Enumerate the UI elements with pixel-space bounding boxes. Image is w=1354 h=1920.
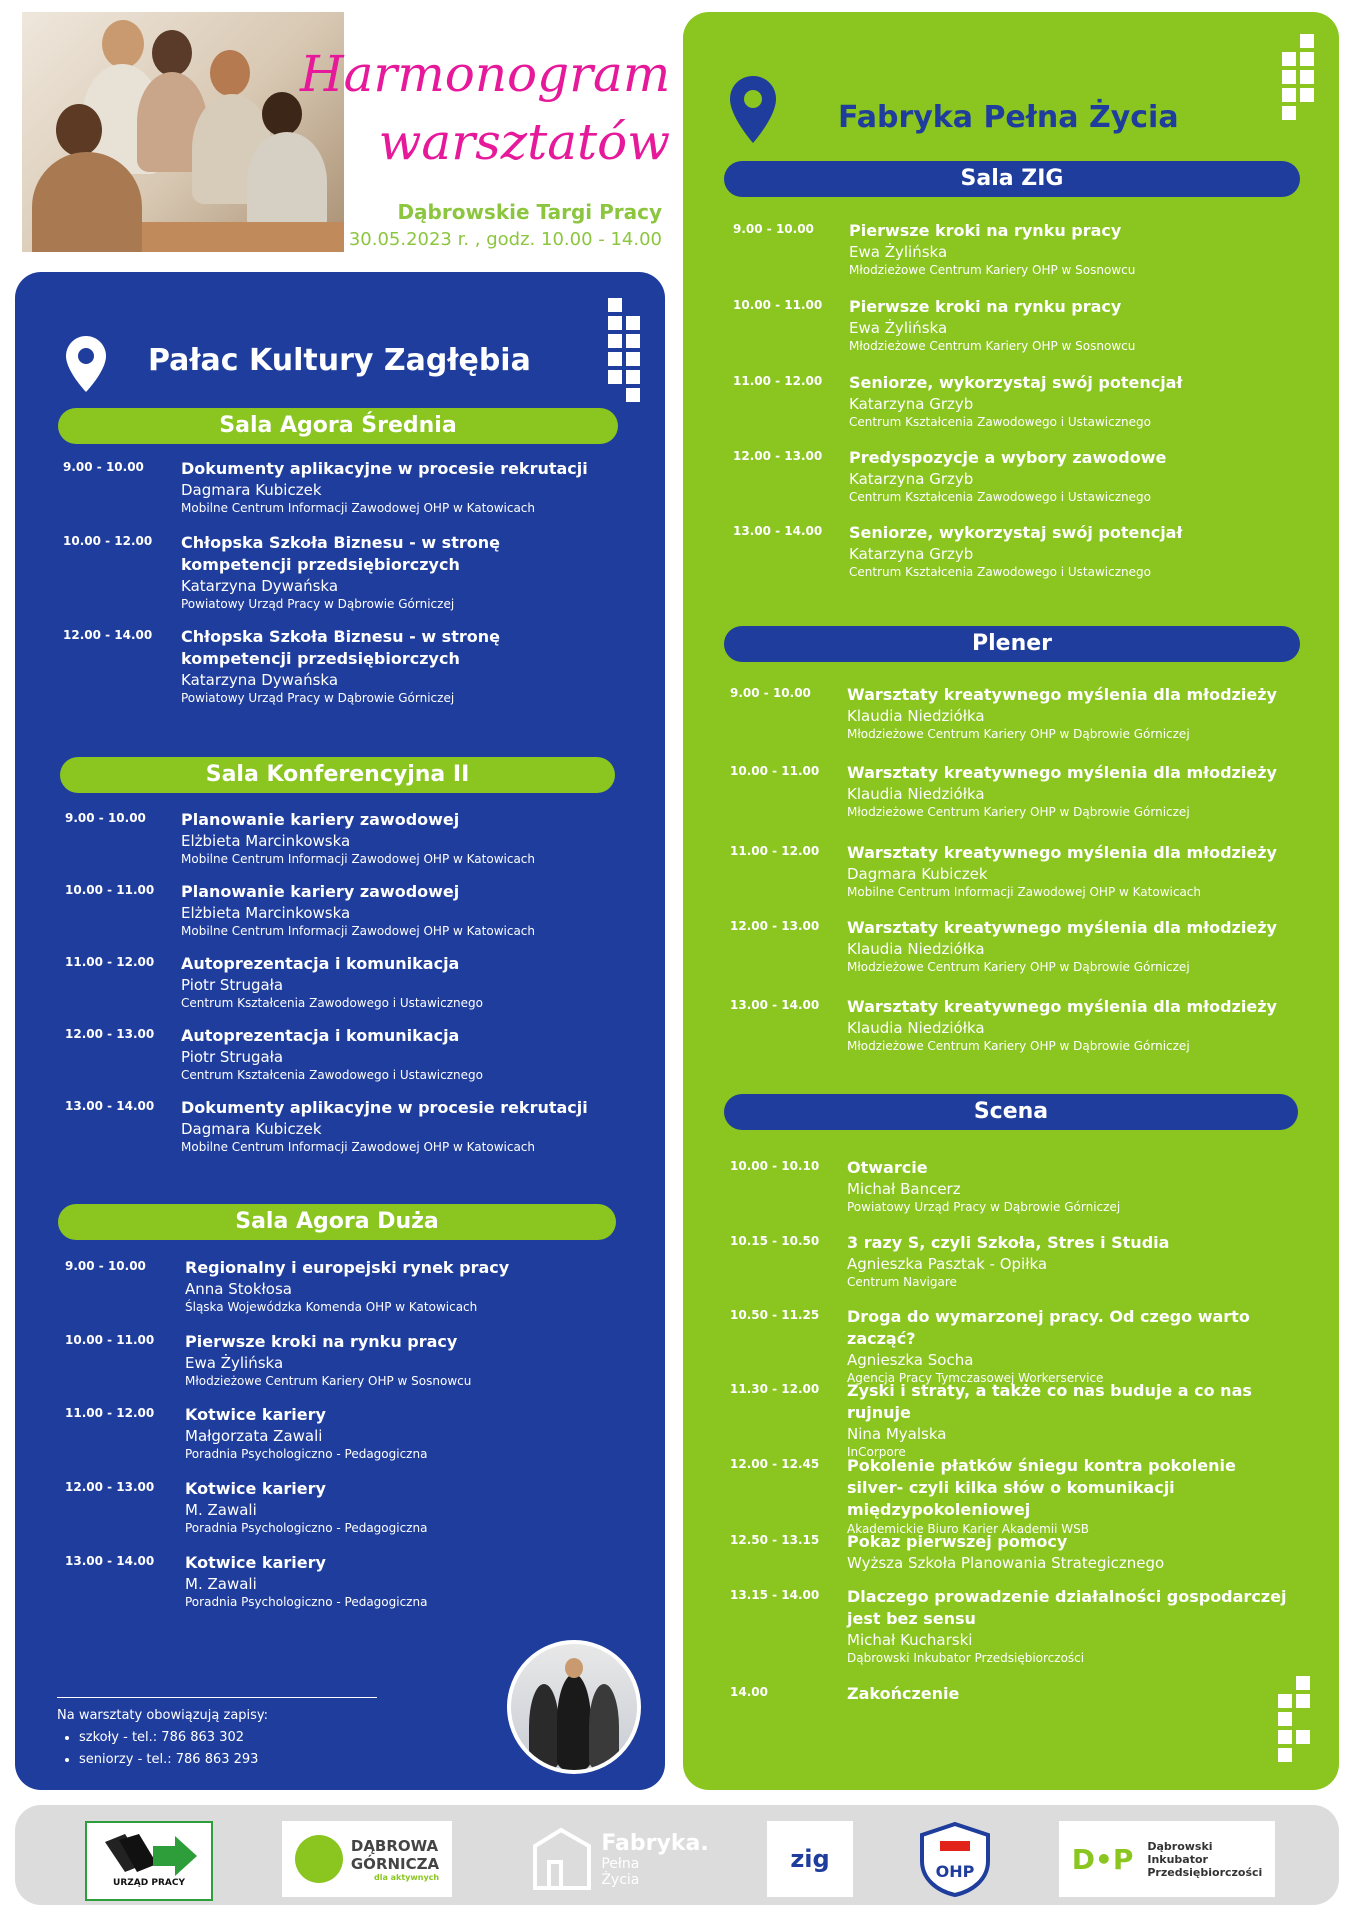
session-title: Pierwsze kroki na rynku pracy <box>849 221 1122 240</box>
event-name: Dąbrowskie Targi Pracy <box>397 200 662 224</box>
venue-title-right: Fabryka Pełna Życia <box>838 100 1179 135</box>
session-row <box>65 1552 595 1612</box>
session-organization: Młodzieżowe Centrum Kariery OHP w Sosnowcu <box>849 339 1136 353</box>
session-organization: Centrum Kształcenia Zawodowego i Ustawicznego <box>849 415 1151 429</box>
session-title: Chłopska Szkoła Biznesu - w stronę kompetencji przedsiębiorczych <box>181 627 500 668</box>
session-time: 9.00 - 10.00 <box>63 460 144 474</box>
session-time: 10.00 - 11.00 <box>65 883 155 897</box>
registration-note: Na warsztaty obowiązują zapisy: • szkoły - tel.: 786 863 302 • seniorzy - tel.: 786 863 293 <box>57 1705 268 1771</box>
team-photo <box>507 1640 641 1774</box>
page-title: Harmonogram warsztatów <box>300 45 671 171</box>
session-speaker: Elżbieta Marcinkowska <box>181 904 351 922</box>
session-title: Warsztaty kreatywnego myślenia dla młodzieży <box>847 997 1277 1016</box>
session-time: 9.00 - 10.00 <box>730 686 811 700</box>
session-organization: Mobilne Centrum Informacji Zawodowej OHP w Katowicach <box>181 852 535 866</box>
session-time: 12.00 - 13.00 <box>65 1480 155 1494</box>
arrow-icon <box>99 1834 199 1878</box>
session-organization: Mobilne Centrum Informacji Zawodowej OHP w Katowicach <box>181 501 535 515</box>
session-row <box>730 1683 1297 1743</box>
session-time: 12.00 - 14.00 <box>63 628 153 642</box>
session-speaker: Piotr Strugała <box>181 976 284 994</box>
session-organization: Akademickie Biuro Karier Akademii WSB <box>847 1522 1089 1536</box>
session-row <box>730 1306 1297 1385</box>
session-row <box>65 1331 595 1391</box>
session-row <box>730 762 1297 822</box>
session-organization: Młodzieżowe Centrum Kariery OHP w Dąbrowie Górniczej <box>847 960 1190 974</box>
session-time: 10.00 - 12.00 <box>63 534 153 548</box>
session-time: 10.00 - 11.00 <box>65 1333 155 1347</box>
phone-seniors: • seniorzy - tel.: 786 863 293 <box>79 1749 268 1771</box>
session-time: 10.50 - 11.25 <box>730 1308 820 1322</box>
session-row <box>65 1257 595 1317</box>
room-header-agora-srednia: Sala Agora Średnia <box>58 408 618 444</box>
session-time: 13.00 - 14.00 <box>65 1554 155 1568</box>
session-title: Seniorze, wykorzystaj swój potencjał <box>849 373 1183 392</box>
note-divider <box>57 1697 377 1698</box>
session-organization: Agencja Pracy Tymczasowej Workerservice <box>847 1371 1104 1385</box>
session-speaker: Piotr Strugała <box>181 1048 284 1066</box>
session-row <box>730 1586 1297 1665</box>
session-speaker: Michał Kucharski <box>847 1631 973 1649</box>
session-row <box>730 1380 1297 1459</box>
session-speaker: Klaudia Niedziółka <box>847 940 985 958</box>
session-title: Warsztaty kreatywnego myślenia dla młodzieży <box>847 843 1277 862</box>
phone-schools: • szkoły - tel.: 786 863 302 <box>79 1727 268 1749</box>
session-speaker: Agnieszka Socha <box>847 1351 974 1369</box>
session-time: 12.00 - 13.00 <box>730 919 820 933</box>
session-title: Droga do wymarzonej pracy. Od czego warto zacząć? <box>847 1307 1250 1348</box>
session-title: Autoprezentacja i komunikacja <box>181 954 460 973</box>
room-header-scena: Scena <box>724 1094 1298 1130</box>
session-row <box>730 1531 1297 1591</box>
session-organization: Centrum Kształcenia Zawodowego i Ustawicznego <box>181 996 483 1010</box>
session-time: 10.00 - 10.10 <box>730 1159 820 1173</box>
session-speaker: Nina Myalska <box>847 1425 947 1443</box>
session-speaker: Ewa Żylińska <box>849 319 948 337</box>
session-speaker: Michał Bancerz <box>847 1180 961 1198</box>
session-title: Warsztaty kreatywnego myślenia dla młodzieży <box>847 918 1277 937</box>
dabrowa-gornicza-logo: DĄBROWA GÓRNICZA dla aktywnych <box>282 1821 452 1897</box>
session-title: Dlaczego prowadzenie działalności gospodarczej jest bez sensu <box>847 1587 1287 1628</box>
zig-logo: zig <box>767 1821 853 1897</box>
session-title: Dokumenty aplikacyjne w procesie rekrutacji <box>181 1098 588 1117</box>
session-row <box>730 1232 1297 1292</box>
session-row <box>730 1455 1297 1536</box>
session-title: Seniorze, wykorzystaj swój potencjał <box>849 523 1183 542</box>
fabryka-logo: Fabryka. Pełna Życia <box>520 1821 720 1897</box>
event-date: 30.05.2023 r. , godz. 10.00 - 14.00 <box>348 229 662 250</box>
session-time: 10.15 - 10.50 <box>730 1234 820 1248</box>
session-row <box>65 1025 591 1085</box>
location-pin-icon <box>728 74 778 146</box>
session-row <box>63 626 591 705</box>
ohp-logo <box>915 1821 995 1897</box>
session-speaker: Katarzyna Grzyb <box>849 545 974 563</box>
session-organization: Mobilne Centrum Informacji Zawodowej OHP w Katowicach <box>181 924 535 938</box>
session-title: Predyspozycje a wybory zawodowe <box>849 448 1167 467</box>
session-organization: Powiatowy Urząd Pracy w Dąbrowie Górniczej <box>181 691 455 705</box>
session-organization: Powiatowy Urząd Pracy w Dąbrowie Górniczej <box>181 597 455 611</box>
session-time: 9.00 - 10.00 <box>65 1259 146 1273</box>
session-speaker: M. Zawali <box>185 1575 257 1593</box>
session-speaker: Agnieszka Pasztak - Opiłka <box>847 1255 1048 1273</box>
session-row <box>65 809 591 869</box>
session-row <box>730 1157 1297 1217</box>
session-speaker: Klaudia Niedziółka <box>847 707 985 725</box>
location-pin-icon <box>64 334 108 394</box>
room-header-plener: Plener <box>724 626 1300 662</box>
session-organization: Młodzieżowe Centrum Kariery OHP w Dąbrowie Górniczej <box>847 1039 1190 1053</box>
session-speaker: Dagmara Kubiczek <box>847 865 988 883</box>
session-row <box>733 296 1299 356</box>
session-row <box>730 842 1297 902</box>
session-speaker: Dagmara Kubiczek <box>181 1120 322 1138</box>
session-organization: Młodzieżowe Centrum Kariery OHP w Dąbrowie Górniczej <box>847 805 1190 819</box>
session-time: 12.50 - 13.15 <box>730 1533 820 1547</box>
header-photo <box>22 12 344 252</box>
session-title: Pokolenie płatków śniegu kontra pokolenie silver- czyli kilka słów o komunikacji międzypokoleniowej <box>847 1456 1236 1519</box>
session-organization: Centrum Kształcenia Zawodowego i Ustawicznego <box>849 565 1151 579</box>
session-speaker: Katarzyna Dywańska <box>181 671 339 689</box>
session-time: 9.00 - 10.00 <box>733 222 814 236</box>
session-row <box>730 917 1297 977</box>
session-speaker: M. Zawali <box>185 1501 257 1519</box>
session-time: 14.00 <box>730 1685 768 1699</box>
session-title: Autoprezentacja i komunikacja <box>181 1026 460 1045</box>
session-time: 11.00 - 12.00 <box>730 844 820 858</box>
session-speaker: Ewa Żylińska <box>849 243 948 261</box>
session-time: 13.00 - 14.00 <box>733 524 823 538</box>
session-row <box>65 953 591 1013</box>
session-title: Zakończenie <box>847 1684 960 1703</box>
session-title: Kotwice kariery <box>185 1479 326 1498</box>
session-row <box>733 220 1299 280</box>
session-organization: Poradnia Psychologiczno - Pedagogiczna <box>185 1521 428 1535</box>
session-title: Planowanie kariery zawodowej <box>181 810 460 829</box>
session-organization: Poradnia Psychologiczno - Pedagogiczna <box>185 1447 428 1461</box>
room-header-sala-zig: Sala ZIG <box>724 161 1300 197</box>
session-title: Warsztaty kreatywnego myślenia dla młodzieży <box>847 685 1277 704</box>
session-organization: Centrum Kształcenia Zawodowego i Ustawicznego <box>181 1068 483 1082</box>
session-time: 13.00 - 14.00 <box>65 1099 155 1113</box>
session-organization: Dąbrowski Inkubator Przedsiębiorczości <box>847 1651 1085 1665</box>
session-organization: InCorpore <box>847 1445 906 1459</box>
session-title: Kotwice kariery <box>185 1405 326 1424</box>
session-row <box>733 522 1299 582</box>
session-speaker: Katarzyna Dywańska <box>181 577 339 595</box>
session-time: 10.00 - 11.00 <box>730 764 820 778</box>
room-header-agora-duza: Sala Agora Duża <box>58 1204 616 1240</box>
session-time: 10.00 - 11.00 <box>733 298 823 312</box>
session-time: 9.00 - 10.00 <box>65 811 146 825</box>
session-organization: Centrum Kształcenia Zawodowego i Ustawicznego <box>849 490 1151 504</box>
session-speaker: Klaudia Niedziółka <box>847 785 985 803</box>
session-time: 13.15 - 14.00 <box>730 1588 820 1602</box>
session-title: Warsztaty kreatywnego myślenia dla młodzieży <box>847 763 1277 782</box>
session-title: Chłopska Szkoła Biznesu - w stronę kompetencji przedsiębiorczych <box>181 533 500 574</box>
session-title: 3 razy S, czyli Szkoła, Stres i Studia <box>847 1233 1170 1252</box>
session-row <box>65 1097 591 1157</box>
session-organization: Młodzieżowe Centrum Kariery OHP w Sosnowcu <box>185 1374 472 1388</box>
session-row <box>733 372 1299 432</box>
session-organization: Młodzieżowe Centrum Kariery OHP w Dąbrowie Górniczej <box>847 727 1190 741</box>
session-title: Pierwsze kroki na rynku pracy <box>185 1332 458 1351</box>
decorative-squares <box>1282 34 1314 120</box>
session-time: 12.00 - 13.00 <box>733 449 823 463</box>
session-organization: Mobilne Centrum Informacji Zawodowej OHP w Katowicach <box>181 1140 535 1154</box>
session-title: Planowanie kariery zawodowej <box>181 882 460 901</box>
session-speaker: Wyższa Szkoła Planowania Strategicznego <box>847 1554 1165 1572</box>
session-title: Pokaz pierwszej pomocy <box>847 1532 1068 1551</box>
session-organization: Mobilne Centrum Informacji Zawodowej OHP w Katowicach <box>847 885 1201 899</box>
session-title: Pierwsze kroki na rynku pracy <box>849 297 1122 316</box>
session-speaker: Ewa Żylińska <box>185 1354 284 1372</box>
session-row <box>65 1404 595 1464</box>
session-speaker: Katarzyna Grzyb <box>849 395 974 413</box>
session-speaker: Elżbieta Marcinkowska <box>181 832 351 850</box>
session-speaker: Dagmara Kubiczek <box>181 481 322 499</box>
session-organization: Centrum Navigare <box>847 1275 957 1289</box>
session-row <box>65 1478 595 1538</box>
session-title: Dokumenty aplikacyjne w procesie rekrutacji <box>181 459 588 478</box>
dip-logo: D•P Dąbrowski Inkubator Przedsiębiorczości <box>1059 1821 1275 1897</box>
session-row <box>730 996 1297 1056</box>
session-time: 12.00 - 12.45 <box>730 1457 820 1471</box>
session-organization: Poradnia Psychologiczno - Pedagogiczna <box>185 1595 428 1609</box>
session-title: Kotwice kariery <box>185 1553 326 1572</box>
session-time: 11.30 - 12.00 <box>730 1382 820 1396</box>
urzad-pracy-logo: URZĄD PRACY <box>85 1821 213 1901</box>
session-speaker: Małgorzata Zawali <box>185 1427 323 1445</box>
shield-icon <box>918 1821 992 1897</box>
session-time: 13.00 - 14.00 <box>730 998 820 1012</box>
session-title: Regionalny i europejski rynek pracy <box>185 1258 510 1277</box>
venue-title-left: Pałac Kultury Zagłębia <box>148 343 531 378</box>
session-row <box>63 458 591 518</box>
session-row <box>730 684 1297 744</box>
decorative-squares <box>608 298 640 402</box>
session-organization: Młodzieżowe Centrum Kariery OHP w Sosnowcu <box>849 263 1136 277</box>
session-row <box>63 532 591 611</box>
session-title: Zyski i straty, a także co nas buduje a co nas rujnuje <box>847 1381 1252 1422</box>
session-row <box>65 881 591 941</box>
svg-text:OHP: OHP <box>935 1862 975 1881</box>
session-time: 11.00 - 12.00 <box>733 374 823 388</box>
session-title: Otwarcie <box>847 1158 928 1177</box>
session-speaker: Anna Stokłosa <box>185 1280 292 1298</box>
session-time: 11.00 - 12.00 <box>65 955 155 969</box>
sponsor-footer <box>15 1805 1339 1905</box>
building-icon <box>531 1826 593 1892</box>
session-time: 12.00 - 13.00 <box>65 1027 155 1041</box>
session-organization: Śląska Wojewódzka Komenda OHP w Katowicach <box>185 1300 478 1314</box>
session-time: 11.00 - 12.00 <box>65 1406 155 1420</box>
session-speaker: Klaudia Niedziółka <box>847 1019 985 1037</box>
session-organization: Powiatowy Urząd Pracy w Dąbrowie Górniczej <box>847 1200 1121 1214</box>
session-row <box>733 447 1299 507</box>
session-speaker: Katarzyna Grzyb <box>849 470 974 488</box>
room-header-konferencyjna: Sala Konferencyjna II <box>60 757 615 793</box>
